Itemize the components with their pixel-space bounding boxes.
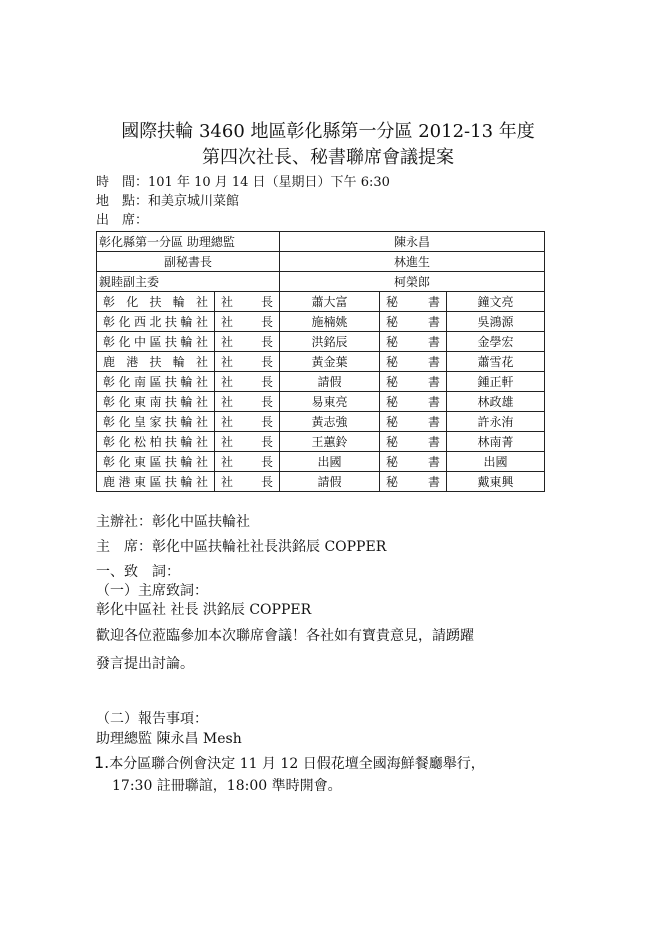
officer-role: 親睦副主委 <box>97 272 280 292</box>
speech-text: 發言提出討論。 <box>96 656 194 672</box>
president-name: 施楠姚 <box>280 312 380 332</box>
secretary-name: 金學宏 <box>447 332 545 352</box>
secretary-name: 戴東興 <box>447 472 545 492</box>
table-row <box>97 412 545 432</box>
speaker-line: 助理總監 陳永昌 Mesh <box>96 731 242 747</box>
secretary-name: 出國 <box>447 452 545 472</box>
table-row <box>97 392 545 412</box>
president-name: 王蕙鈴 <box>280 432 380 452</box>
club-name: 彰化西北扶輪社 <box>97 312 215 332</box>
table-row <box>97 312 545 332</box>
secretary-name: 許永洧 <box>447 412 545 432</box>
table-row <box>97 232 545 252</box>
president-name: 洪銘辰 <box>280 332 380 352</box>
table-row <box>97 332 545 352</box>
secretary-label: 秘書 <box>380 472 447 492</box>
section-heading: 一、致 詞： <box>96 564 180 580</box>
officer-name: 陳永昌 <box>280 232 545 252</box>
speaker-line: 彰化中區社 社長 洪銘辰 COPPER <box>96 602 312 618</box>
club-name: 彰化扶輪社 <box>97 292 215 312</box>
secretary-label: 秘書 <box>380 412 447 432</box>
president-name: 蕭大富 <box>280 292 380 312</box>
president-label: 社長 <box>215 352 280 372</box>
meeting-chair: 主 席：彰化中區扶輪社社長洪銘辰 COPPER <box>96 539 387 555</box>
subsection-heading: （二）報告事項： <box>96 711 208 727</box>
host-club: 主辦社：彰化中區扶輪社 <box>96 514 250 530</box>
subsection-heading: （一）主席致詞： <box>96 583 208 599</box>
table-row <box>97 272 545 292</box>
report-item <box>94 753 485 774</box>
secretary-label: 秘書 <box>380 312 447 332</box>
document-subtitle: 第四次社長、秘書聯席會議提案 <box>202 147 454 168</box>
secretary-label: 秘書 <box>380 452 447 472</box>
club-name: 鹿港扶輪社 <box>97 352 215 372</box>
club-name: 彰化東南扶輪社 <box>97 392 215 412</box>
secretary-label: 秘書 <box>380 372 447 392</box>
attendance-table <box>96 231 545 492</box>
table-row <box>97 372 545 392</box>
meeting-place: 地 點：和美京城川菜館 <box>96 194 240 209</box>
secretary-name: 蕭雪花 <box>447 352 545 372</box>
club-name: 彰化中區扶輪社 <box>97 332 215 352</box>
table-row <box>97 352 545 372</box>
secretary-label: 秘書 <box>380 292 447 312</box>
secretary-name: 鐘文亮 <box>447 292 545 312</box>
president-label: 社長 <box>215 372 280 392</box>
document-title: 國際扶輪 3460 地區彰化縣第一分區 2012-13 年度 <box>121 121 535 142</box>
officer-name: 柯榮郎 <box>280 272 545 292</box>
secretary-name: 鍾正軒 <box>447 372 545 392</box>
report-item-continued: 17:30 註冊聯誼，18:00 準時開會。 <box>112 778 342 794</box>
table-row <box>97 472 545 492</box>
president-name: 請假 <box>280 372 380 392</box>
club-name: 彰化東區扶輪社 <box>97 452 215 472</box>
secretary-name: 林南菁 <box>447 432 545 452</box>
president-name: 出國 <box>280 452 380 472</box>
president-label: 社長 <box>215 332 280 352</box>
president-label: 社長 <box>215 412 280 432</box>
president-label: 社長 <box>215 312 280 332</box>
president-name: 黃金葉 <box>280 352 380 372</box>
meeting-time: 時 間：101 年 10 月 14 日（星期日）下午 6:30 <box>96 175 390 190</box>
secretary-label: 秘書 <box>380 352 447 372</box>
secretary-label: 秘書 <box>380 332 447 352</box>
secretary-name: 吳鴻源 <box>447 312 545 332</box>
speech-text: 歡迎各位蒞臨參加本次聯席會議！各社如有寶貴意見，請踴躍 <box>96 628 474 644</box>
attendance-label: 出 席： <box>96 213 149 228</box>
president-label: 社長 <box>215 392 280 412</box>
president-label: 社長 <box>215 472 280 492</box>
item-text: 本分區聯合例會決定 11 月 12 日假花壇全國海鮮餐廳舉行， <box>109 756 485 772</box>
club-name: 彰化松柏扶輪社 <box>97 432 215 452</box>
president-name: 請假 <box>280 472 380 492</box>
club-name: 彰化南區扶輪社 <box>97 372 215 392</box>
secretary-name: 林政雄 <box>447 392 545 412</box>
club-name: 彰化皇家扶輪社 <box>97 412 215 432</box>
officer-role: 彰化縣第一分區 助理總監 <box>97 232 280 252</box>
table-row <box>97 452 545 472</box>
officer-name: 林進生 <box>280 252 545 272</box>
table-row <box>97 292 545 312</box>
item-number: 1. <box>94 753 110 772</box>
table-row <box>97 252 545 272</box>
president-label: 社長 <box>215 452 280 472</box>
secretary-label: 秘書 <box>380 392 447 412</box>
club-name: 鹿港東區扶輪社 <box>97 472 215 492</box>
president-label: 社長 <box>215 432 280 452</box>
secretary-label: 秘書 <box>380 432 447 452</box>
table-row <box>97 432 545 452</box>
president-name: 易東亮 <box>280 392 380 412</box>
president-label: 社長 <box>215 292 280 312</box>
officer-role: 副秘書長 <box>97 252 280 272</box>
president-name: 黃志強 <box>280 412 380 432</box>
